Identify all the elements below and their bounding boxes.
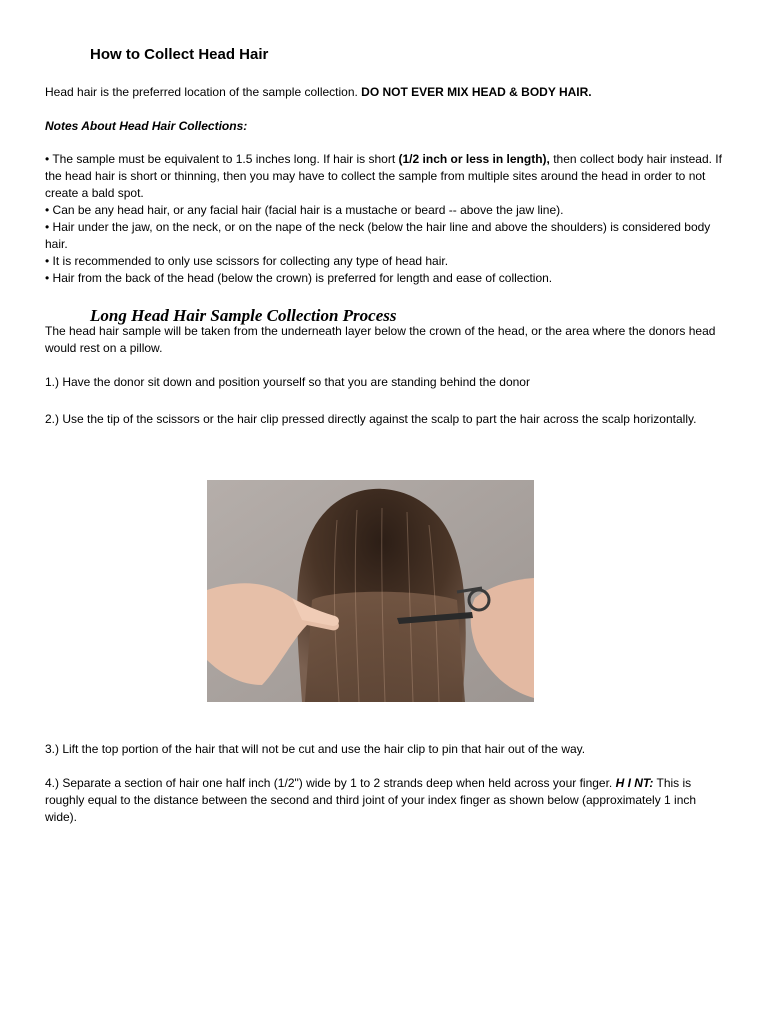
page-title: How to Collect Head Hair xyxy=(90,46,269,63)
step-1: 1.) Have the donor sit down and position yourself so that you are standing behind the donor xyxy=(45,375,530,389)
photo-illustration xyxy=(207,480,534,702)
section-intro: The head hair sample will be taken from the underneath layer below the crown of the head, or the area where the donors head would rest on a pillow. xyxy=(45,324,716,355)
note-bold: (1/2 inch or less in length), xyxy=(398,152,550,166)
step-3: 3.) Lift the top portion of the hair that will not be cut and use the hair clip to pin that hair out of the way. xyxy=(45,742,586,756)
section-title: Long Head Hair Sample Collection Process xyxy=(90,306,397,325)
notes-heading: Notes About Head Hair Collections: xyxy=(45,119,248,133)
note-item: • It is recommended to only use scissors for collecting any type of head hair. xyxy=(45,254,449,268)
step-4-text: 4.) Separate a section of hair one half inch (1/2") wide by 1 to 2 strands deep when held across your finger. xyxy=(45,776,616,790)
notes-list xyxy=(45,151,730,287)
note-text: then collect body hair instead. If the head hair is short or thinning, then you may have to collect the sample from multiple sites around the head in order to not create a bald spot. xyxy=(45,152,722,200)
note-item xyxy=(45,151,730,202)
intro-warning: DO NOT EVER MIX HEAD & BODY HAIR. xyxy=(361,85,592,99)
step-4-text: This is roughly equal to the distance between the second and third joint of your index finger as shown below (approximately 1 inch wide). xyxy=(45,776,697,824)
hair-parting-photo xyxy=(207,480,534,702)
hint-label: H I NT: xyxy=(615,776,654,790)
step-2: 2.) Use the tip of the scissors or the hair clip pressed directly against the scalp to part the hair across the scalp horizontally. xyxy=(45,412,697,426)
step-4 xyxy=(45,775,730,826)
intro-text: Head hair is the preferred location of the sample collection. xyxy=(45,85,362,99)
intro-paragraph xyxy=(45,84,730,101)
note-text: • The sample must be equivalent to 1.5 inches long. If hair is short xyxy=(45,152,399,166)
note-item: • Hair under the jaw, on the neck, or on the nape of the neck (below the hair line and above the shoulders) is considered body hair. xyxy=(45,220,711,251)
note-item: • Can be any head hair, or any facial hair (facial hair is a mustache or beard -- above the jaw line). xyxy=(45,203,564,217)
note-item: • Hair from the back of the head (below the crown) is preferred for length and ease of collection. xyxy=(45,271,553,285)
